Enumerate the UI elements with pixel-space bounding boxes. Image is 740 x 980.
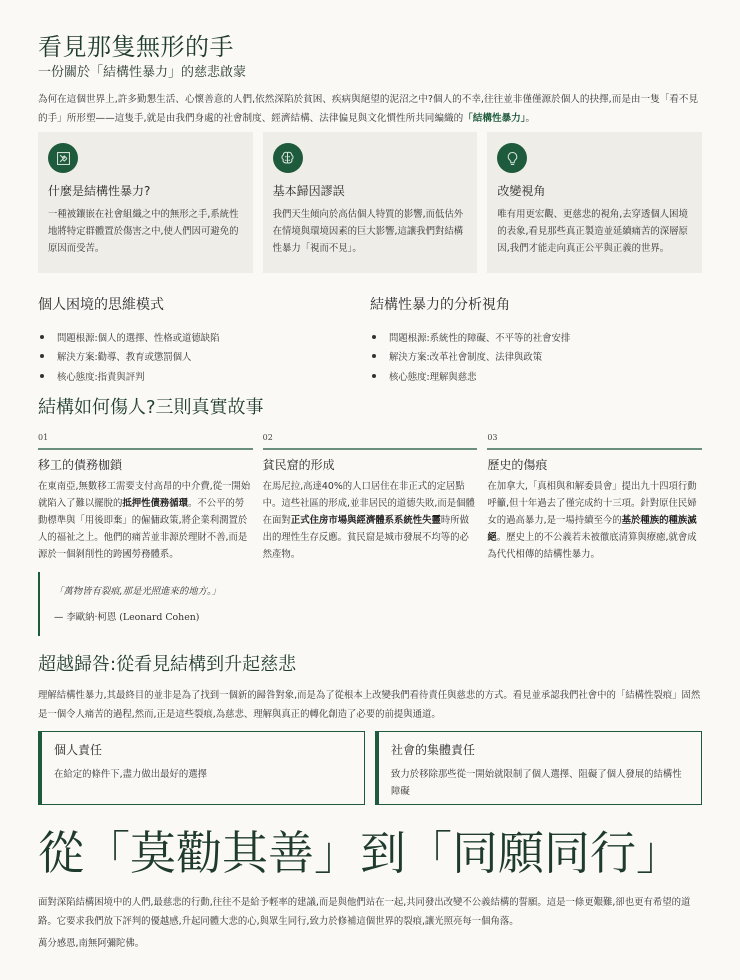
- story-text-part: 在東南亞,無數移工需要支付高昂的中介費,從一開始就陷入了難以擺脫的: [38, 481, 251, 509]
- comparison-section: [38, 294, 702, 386]
- column-heading: 結構性暴力的分析視角: [370, 297, 510, 313]
- story-emphasis: 正式住房市場與經濟體系系統性失靈: [290, 515, 441, 526]
- column-heading: 個人困境的思維模式: [38, 297, 164, 313]
- list-item-text: 問題根源:個人的選擇、性格或道德缺陷: [57, 332, 220, 344]
- responsibility-boxes: [38, 731, 702, 805]
- bullet-icon: [40, 335, 44, 339]
- card-change-perspective: [487, 132, 702, 273]
- story-text: [263, 478, 478, 563]
- story-text: [38, 478, 253, 563]
- beyond-heading: 超越歸咎:從看見結構到升起慈悲: [38, 654, 297, 675]
- stories-heading: 結構如何傷人?三則真實故事: [38, 397, 264, 418]
- card-structural-violence: [38, 132, 253, 273]
- bullet-list: [38, 327, 370, 386]
- story-number: 01: [38, 433, 49, 442]
- list-item: [370, 327, 702, 347]
- story-emphasis: 抵押性債務循環: [122, 498, 189, 509]
- card-text: 一種被鑲嵌在社會組織之中的無形之手,系統性地將特定群體置於傷害之中,使人們因可避免的原因而受苦。: [48, 209, 239, 254]
- story-title: 歷史的傷痕: [487, 458, 548, 472]
- card-text: 我們天生傾向於高估個人特質的影響,而低估外在情境與環境因素的巨大影響,這讓我們對結構性暴力「視而不見」。: [272, 209, 464, 254]
- slogan: 從「莫勸其善」到「同願同行」: [38, 826, 682, 880]
- brain-icon: [273, 143, 303, 173]
- intro-text: 為何在這個世界上,許多勤懇生活、心懷善意的人們,依然深陷於貧困、疾病與絕望的泥沼之中?個人的不幸,往往並非僅僅源於個人的抉擇,而是由一隻「看不見的手」所形塑——這隻手,就是由我們身處的社會制度、經濟結構、法律偏見與文化慣性所共同編織的: [38, 94, 699, 124]
- card-text: 唯有用更宏觀、更慈悲的視角,去穿透個人困境的表象,看見那些真正製造並延續痛苦的深層原因,我們才能走向真正公平與正義的世界。: [497, 209, 688, 254]
- closing-thanks: 萬分感恩,南無阿彌陀佛。: [38, 938, 145, 949]
- story-divider: [263, 448, 478, 450]
- story-migrant-workers: [38, 433, 253, 563]
- collective-responsibility-box: [375, 731, 702, 805]
- list-item-text: 問題根源:系統性的障礙、不平等的社會安排: [389, 332, 571, 344]
- story-text-part: 在馬尼拉,高達40%的人口居住在非正式的定居點中。這些社區的形成,並非居民的道德失敗,而是個體在面對: [262, 481, 475, 526]
- story-text: [487, 478, 702, 563]
- bullet-icon: [372, 354, 376, 358]
- beyond-paragraph: 理解結構性暴力,其最終目的並非是為了找到一個新的歸咎對象,而是為了從根本上改變我們看待責任與慈悲的方式。看見並承認我們社會中的「結構性裂痕」固然是一個令人痛苦的過程,然而,正是這些裂痕,為慈悲、理解與真正的轉化創造了必要的前提與通道。: [38, 690, 701, 720]
- list-item-text: 解決方案:勸導、教育或懲罰個人: [57, 352, 192, 364]
- cohen-quote: [38, 572, 438, 636]
- card-attribution-error: [263, 132, 478, 273]
- story-text-part: 。不公平的勞動標準與「用後即棄」的僱傭政策,將企業利潤置於人的福祉之上。他們的痛苦並非源於理財不善,而是源於一個剝削性的跨國勞務體系。: [38, 498, 248, 560]
- stories-section: [38, 433, 702, 563]
- page-title: 看見那隻無形的手: [38, 33, 234, 61]
- story-divider: [38, 448, 253, 450]
- list-item-text: 解決方案:改革社會制度、法律與政策: [389, 352, 543, 364]
- list-item: [370, 366, 702, 386]
- box-title: 社會的集體責任: [391, 743, 476, 757]
- closing-paragraph: 面對深陷結構困境中的人們,最慈悲的行動,往往不是給予輕率的建議,而是與他們站在一起,共同發出改變不公義結構的誓願。這是一條更艱難,卻也更有希望的道路。它要求我們放下評判的優越感,升起同體大悲的心,與眾生同行,致力於修補這個世界的裂痕,讓光照亮每一個角落。: [38, 897, 691, 927]
- structure-icon: [48, 143, 78, 173]
- list-item-text: 核心態度:指責與評判: [57, 371, 145, 383]
- story-text-part: 時所做出的理性生存反應。貧民窟是城市發展不均等的必然產物。: [262, 515, 469, 560]
- bullet-icon: [372, 374, 376, 378]
- list-item: [38, 327, 370, 347]
- citation-author-en: (Leonard Cohen): [119, 612, 200, 623]
- quote-citation: [54, 609, 438, 623]
- lightbulb-icon: [497, 143, 527, 173]
- story-title: 移工的債務枷鎖: [38, 458, 123, 472]
- box-text: 致力於移除那些從一開始就限制了個人選擇、阻礙了個人發展的結構性障礙: [391, 769, 682, 797]
- list-item: [370, 347, 702, 367]
- story-text-part: 在加拿大,「真相與和解委員會」提出九十四項行動呼籲,但十年過去了僅完成約十三項。針對原住民婦女的過高暴力,是一場持續至今的: [487, 481, 697, 526]
- story-slums: [263, 433, 478, 563]
- story-text-part: 。歷史上的不公義若未被徹底清算與療癒,就會成為代代相傳的結構性暴力。: [487, 532, 697, 560]
- card-title: 什麼是結構性暴力?: [48, 184, 151, 198]
- bullet-icon: [40, 354, 44, 358]
- card-title: 基本歸因謬誤: [272, 184, 345, 198]
- story-divider: [487, 448, 702, 450]
- bullet-icon: [40, 374, 44, 378]
- structural-analysis-column: [370, 294, 702, 386]
- card-title: 改變視角: [497, 184, 546, 198]
- page-subtitle: 一份關於「結構性暴力」的慈悲啟蒙: [38, 65, 247, 80]
- box-title: 個人責任: [54, 743, 103, 757]
- quote-text: 「萬物皆有裂痕,那是光照進來的地方。」: [54, 586, 222, 597]
- list-item: [38, 366, 370, 386]
- box-text: 在給定的條件下,盡力做出最好的選擇: [54, 769, 207, 780]
- concept-cards: [38, 132, 702, 273]
- list-item: [38, 347, 370, 367]
- intro-highlight: 「結構性暴力」: [463, 113, 526, 124]
- bullet-icon: [372, 335, 376, 339]
- story-emphasis: 基於種族的種族滅絕: [487, 515, 697, 543]
- intro-paragraph: [38, 90, 702, 128]
- story-historical-scars: [487, 433, 702, 563]
- intro-text-end: 。: [525, 113, 536, 124]
- story-number: 03: [487, 433, 498, 442]
- list-item-text: 核心態度:理解與慈悲: [389, 371, 477, 383]
- citation-author: — 李歐納·柯恩: [54, 612, 120, 623]
- individual-responsibility-box: [38, 731, 365, 805]
- story-title: 貧民窟的形成: [262, 458, 335, 472]
- individual-mindset-column: [38, 294, 370, 386]
- story-number: 02: [262, 433, 273, 442]
- bullet-list: [370, 327, 702, 386]
